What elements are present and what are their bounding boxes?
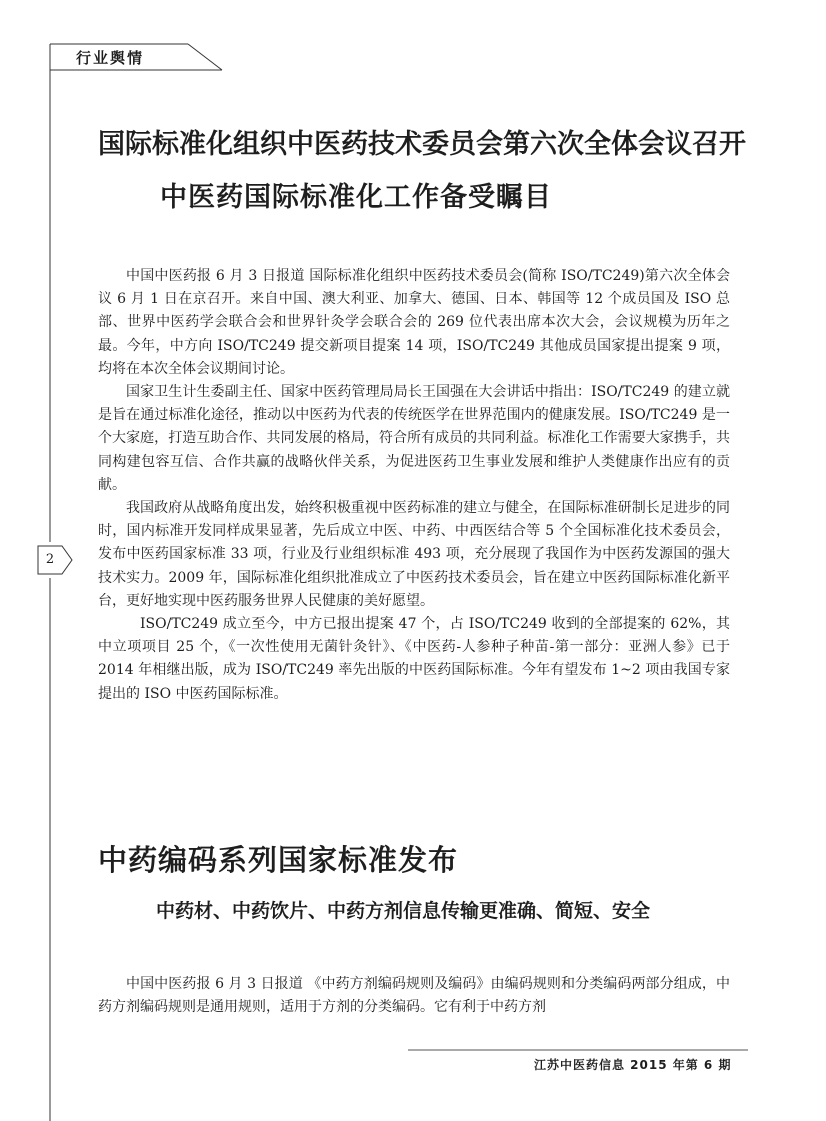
article2-subtitle: 中药材、中药饮片、中药方剂信息传输更准确、简短、安全: [156, 900, 651, 922]
article1-paragraph-1: 中国中医药报 6 月 3 日报道 国际标准化组织中医药技术委员会(简称 ISO/TC249)第六次全体会议 6 月 1 日在京召开。来自中国、澳大利亚、加拿大、德国、日本、韩国等 12 个成员国及 ISO 总部、世界中医药学会联合会和世界针灸学会联合会的 269 位代表出席本次大会，会议规模为历年之最。今年，中方向 ISO/TC249 提交新项目提案 14 项，ISO/TC249 其他成员国家提出提案 9 项，均将在本次全体会议期间讨论。: [98, 268, 730, 377]
article1-body: [98, 265, 730, 706]
article1-paragraph-3: 我国政府从战略角度出发，始终积极重视中医药标准的建立与健全，在国际标准研制长足进步的同时，国内标准开发同样成果显著，先后成立中医、中药、中西医结合等 5 个全国标准化技术委员会，发布中医药国家标准 33 项，行业及行业组织标准 493 项，充分展现了我国作为中医药发源国的强大技术实力。2009 年，国际标准化组织批准成立了中医药技术委员会，旨在建立中医药国际标准化新平台，更好地实现中医药服务世界人民健康的美好愿望。: [98, 500, 730, 609]
section-tag: 行业舆情: [76, 49, 145, 67]
article1-title-line1: 国际标准化组织中医药技术委员会第六次全体会议召开: [98, 129, 746, 160]
article2-paragraph-1: 中国中医药报 6 月 3 日报道 《中药方剂编码规则及编码》由编码规则和分类编码两部分组成，中药方剂编码规则是通用规则，适用于方剂的分类编码。它有利于中药方剂: [98, 976, 730, 1016]
article1-paragraph-2: 国家卫生计生委副主任、国家中医药管理局局长王国强在大会讲话中指出：ISO/TC249 的建立就是旨在通过标准化途径，推动以中医药为代表的传统医学在世界范围内的健康发展。ISO/TC249 是一个大家庭，打造互助合作、共同发展的格局，符合所有成员的共同利益。标准化工作需要大家携手，共同构建包容互信、合作共赢的战略伙伴关系，为促进医药卫生事业发展和维护人类健康作出应有的贡献。: [98, 384, 730, 493]
article1-title-line2: 中医药国际标准化工作备受瞩目: [160, 182, 552, 213]
footer-publication: 江苏中医药信息 2015 年第 6 期: [534, 1058, 732, 1072]
article2-body: [98, 973, 730, 1019]
article2-title: 中药编码系列国家标准发布: [98, 843, 459, 877]
page-number: 2: [45, 552, 55, 567]
article1-paragraph-4: ISO/TC249 成立至今，中方已报出提案 47 个，占 ISO/TC249 收到的全部提案的 62%，其中立项项目 25 个，《一次性使用无菌针灸针》、《中医药-人参种子种苗-第一部分：亚洲人参》已于 2014 年相继出版，成为 ISO/TC249 率先出版的中医药国际标准。今年有望发布 1~2 项由我国专家提出的 ISO 中医药国际标准。: [98, 616, 730, 702]
